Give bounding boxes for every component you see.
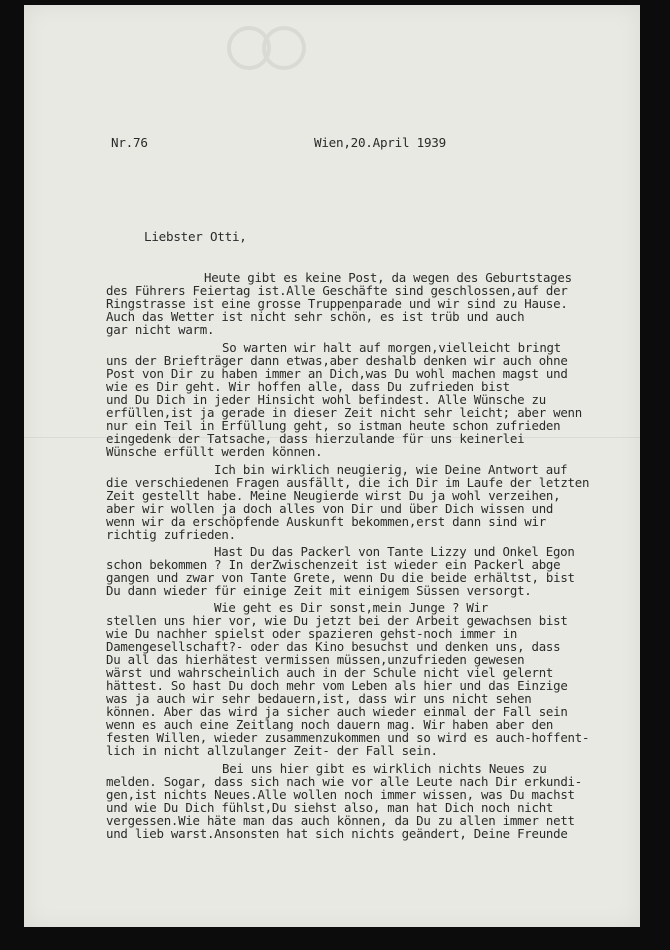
text-line: richtig zufrieden. <box>106 527 236 542</box>
text-line: wie Du nachher spielst oder spazieren gehst-noch immer in <box>106 626 518 641</box>
text-line: Post von Dir zu haben immer an Dich,was Du wohl machen magst und <box>106 366 568 381</box>
text-line: aber wir wollen ja doch alles von Dir und über Dich wissen und <box>106 501 554 516</box>
text-line: Auch das Wetter ist nicht sehr schön, es ist trüb und auch <box>106 309 525 324</box>
text-line: gangen und zwar von Tante Grete, wenn Du die beide erhältst, bist <box>106 570 575 585</box>
text-line: was ja auch wir sehr bedauern,ist, dass wir uns nicht sehen <box>106 691 532 706</box>
text-line: erfüllen,ist ja gerade in dieser Zeit nicht sehr leicht; aber wenn <box>106 405 582 420</box>
text-line: uns der Briefträger dann etwas,aber deshalb denken wir auch ohne <box>106 353 568 368</box>
text-line: Heute gibt es keine Post, da wegen des Geburtstages <box>204 270 572 285</box>
text-line: Wünsche erfüllt werden können. <box>106 444 323 459</box>
letter-page <box>24 5 640 927</box>
text-line: stellen uns hier vor, wie Du jetzt bei der Arbeit gewachsen bist <box>106 613 568 628</box>
text-line: eingedenk der Tatsache, dass hierzulande für uns keinerlei <box>106 431 525 446</box>
text-line: vergessen.Wie häte man das auch können, da Du zu allen immer nett <box>106 813 575 828</box>
text-line: wärst und wahrscheinlich auch in der Schule nicht viel gelernt <box>106 665 554 680</box>
text-line: festen Willen, wieder zusammenzukommen und so wird es auch-hoffent- <box>106 730 590 745</box>
text-line: schon bekommen ? In derZwischenzeit ist wieder ein Packerl abge <box>106 557 561 572</box>
text-line: Zeit gestellt habe. Meine Neugierde wirst Du ja wohl verzeihen, <box>106 488 561 503</box>
watermark-logo <box>224 23 314 73</box>
salutation: Liebster Otti, <box>144 229 247 244</box>
text-line: gen,ist nichts Neues.Alle wollen noch immer wissen, was Du machst <box>106 787 575 802</box>
text-line: wenn wir da erschöpfende Auskunft bekommen,erst dann sind wir <box>106 514 546 529</box>
letter-number: Nr.76 <box>111 135 148 150</box>
text-line: wie es Dir geht. Wir hoffen alle, dass Du zufrieden bist <box>106 379 510 394</box>
text-line: die verschiedenen Fragen ausfällt, die ich Dir im Laufe der letzten <box>106 475 590 490</box>
text-line: Wie geht es Dir sonst,mein Junge ? Wir <box>214 600 489 615</box>
text-line: lich in nicht allzulanger Zeit- der Fall sein. <box>106 743 438 758</box>
text-line: Du all das hierhätest vermissen müssen,unzufrieden gewesen <box>106 652 525 667</box>
text-line: hättest. So hast Du doch mehr vom Leben als hier und das Einzige <box>106 678 568 693</box>
text-line: gar nicht warm. <box>106 322 215 337</box>
text-line: wenn es auch eine Zeitlang noch dauern mag. Wir haben aber den <box>106 717 554 732</box>
text-line: können. Aber das wird ja sicher auch wieder einmal der Fall sein <box>106 704 568 719</box>
text-line: und wie Du Dich fühlst,Du siehst also, man hat Dich noch nicht <box>106 800 554 815</box>
text-line: nur ein Teil in Erfüllung geht, so istman heute schon zufrieden <box>106 418 561 433</box>
text-line: So warten wir halt auf morgen,vielleicht bringt <box>222 340 561 355</box>
text-line: und Du Dich in jeder Hinsicht wohl befindest. Alle Wünsche zu <box>106 392 546 407</box>
text-line: melden. Sogar, dass sich nach wie vor alle Leute nach Dir erkundi- <box>106 774 582 789</box>
text-line: Damengesellschaft?- oder das Kino besuchst und denken uns, dass <box>106 639 561 654</box>
text-line: Du dann wieder für einige Zeit mit einigem Süssen versorgt. <box>106 583 532 598</box>
text-line: Hast Du das Packerl von Tante Lizzy und Onkel Egon <box>214 544 575 559</box>
text-line: Ringstrasse ist eine grosse Truppenparade und wir sind zu Hause. <box>106 296 568 311</box>
place-date: Wien,20.April 1939 <box>314 135 446 150</box>
text-line: Ich bin wirklich neugierig, wie Deine Antwort auf <box>214 462 568 477</box>
text-line: Bei uns hier gibt es wirklich nichts Neues zu <box>222 761 547 776</box>
bottom-margin <box>0 934 670 950</box>
text-line: des Führers Feiertag ist.Alle Geschäfte sind geschlossen,auf der <box>106 283 568 298</box>
text-line: und lieb warst.Ansonsten hat sich nichts geändert, Deine Freunde <box>106 826 568 841</box>
